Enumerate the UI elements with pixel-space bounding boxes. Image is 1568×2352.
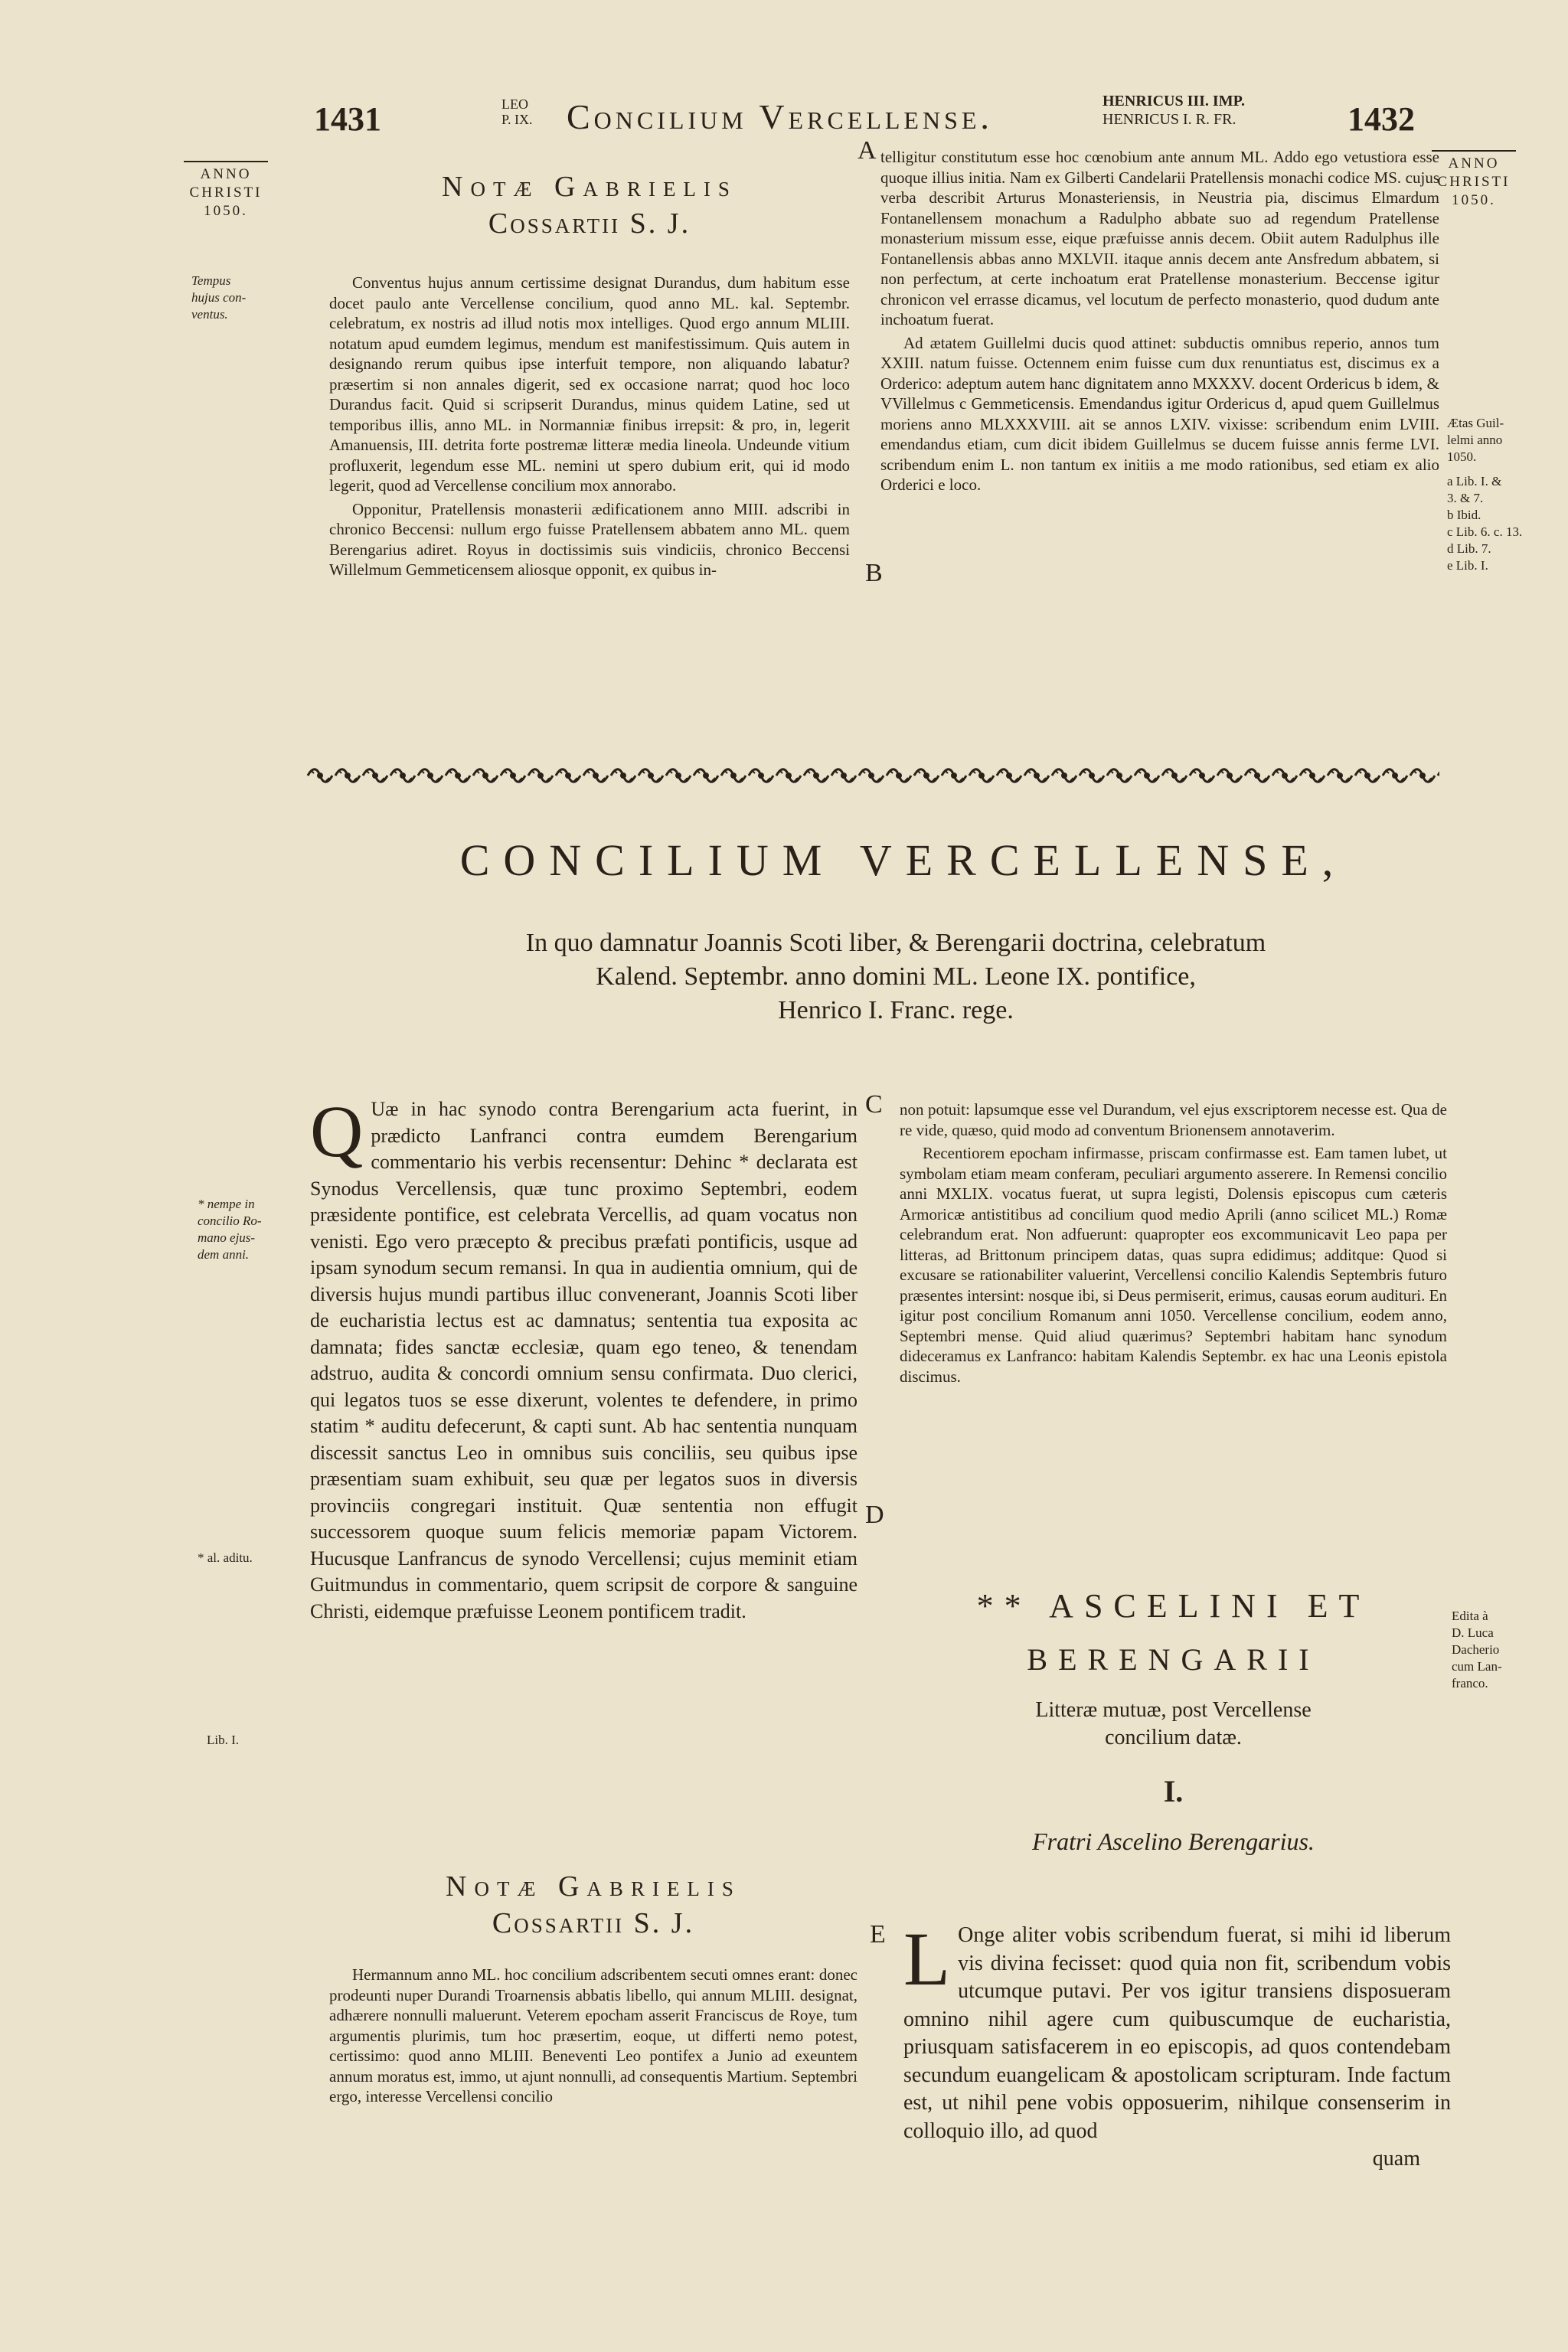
concilium-subtitle-line-2: Kalend. Septembr. anno domini ML. Leone IX. pontifice, — [596, 962, 1196, 991]
margin-anno-left: ANNO CHRISTI 1050. — [184, 161, 268, 220]
notae-top-col2-para-2: Ad ætatem Guillelmi ducis quod attinet: subductis omnibus reperio, annos tum XXIII. natum fuisse. Octennem enim fuisse cum dux renuntiatus est, discimus ex a Orderico: adeptum autem hanc dignitatem anno MXXXV. docent Ordericus b idem, & VVillelmus c Gemmeticensis. Emendandus igitur Ordericus d, apud quem Guillelmus moriens anno MLXXXVIII. ait se annos LXIV. vixisse: scribendum enim LVIII. emendandus etiam, cum dicit ibidem Guillelmus se ducem fuisse annis ferme LVI. scribendum enim L. non tantum ex initiis a me modo rationibus, sed etiam ex alio Orderici e loco. — [880, 333, 1439, 494]
letters-numeral: I. — [1163, 1774, 1184, 1808]
letter-text-column — [903, 1916, 1451, 2174]
main-right-para-2: Recentiorem epocham infirmasse, priscam confirmasse est. Eam tamen lubet, ut symbolam etiam meam conferam, peculiari argumento asserere. In Remensi concilio anni MXLIX. vocatus fuerat, ut supra legisti, Dolensis episcopus cum cæteris Armoricæ antistitibus ad concilium quod medio Aprili (anno scilicet ML.) Romæ celebrandum erat. Non adfuerunt: quapropter eos excommunicavit Leo papa per litteras, ad Brittonum principem datas, quas supra edidimus; additque: Quod si excusare se rationabiliter valuerint, Vercellensi concilio Kalendis Septembris futuro præsentes intersint: nosque ibi, si Deus permiserit, erimus, causas eorum audituri. En igitur post concilium Romanum anni 1050. Vercellense concilium, eodem anno, Septembri mense. Quid aliud quærimus? Septembri habitam hanc synodum dideceramus ex Lanfranco: habitam Kalendis Septembr. ex hac una Leonis epistola discimus. — [900, 1144, 1447, 1386]
concilium-subtitle-line-1: In quo damnatur Joannis Scoti liber, & Berengarii doctrina, celebratum — [525, 929, 1266, 957]
letters-heading-2: BERENGARII — [1027, 1642, 1320, 1677]
letter-text: Onge aliter vobis scribendum fuerat, si mihi id liberum vis divina fecisset: quod quia non fit, scribendum vobis utcumque putavi. Per vos igitur transiens disposueram omnino nihil agere cum quibuscumque de eucharistia, priusquam satisfacerem in eo episcopis, ad quos contendebam secundum euangelicam & apostolicam scripturam. Inde factum est, ut nihil pene vobis opposuerim, nihilque consenserim in colloquio illo, ad quod — [903, 1923, 1451, 2143]
running-head-rulers — [1102, 92, 1245, 129]
section-letter-c: C — [865, 1090, 883, 1119]
letters-heading-1: ** ASCELINI ET — [976, 1587, 1370, 1625]
margin-anno-right: ANNO CHRISTI 1050. — [1432, 150, 1516, 210]
margin-note-lib: Lib. I. — [207, 1733, 240, 1747]
notae-bottom-heading-2: Cossartii S. J. — [492, 1907, 695, 1939]
main-left-para: Uæ in hac synodo contra Berengarium acta fuerint, in prædicto Lanfranci contra eumdem Berengarium commentario his verbis recensentur: Dehinc * declarata est Synodus Vercellensis, quæ tunc proximo Septembri, eodem præsidente pontifice, est celebrata Vercellis, ad quam vocatus non venisti. Ego vero præcepto & precibus præfati pontificis, usque ad ipsam synodum secum remansi. In qua in audientia omnium, qui de diversis hujus mundi partibus illuc convenerant, Joannis Scoti liber de eucharistia lectus est ac damnatus; sententia tua exposita ac damnata; fides sanctæ ecclesiæ, quam ego teneo, & tenendam adstruo, audita & concordi omnium sensu confirmata. Duo clerici, qui legatos tuos se esse dixerunt, volentes te defendere, in primo statim * auditu defecerunt, & capti sunt. Ab hac sententia nunquam discessit sanctus Leo in omnibus suis conciliis, seu quibus ipse præsentiam suam exhibuit, seu quæ per legatos suos in diversis provinciis congregari instituit. Quæ sententia non effugit successorem quoque suum felicis memoriæ papam Victorem. Hucusque Lanfrancus de synodo Vercellensi; cujus meminit etiam Guitmundus in commentario, quem scripsit de corpore & sanguine Christi, eidemque præfuisse Leonem pontificem tradit. — [310, 1098, 858, 1622]
notae-bottom-heading-1: Notæ Gabrielis — [446, 1870, 741, 1903]
running-head-king: HENRICUS I. R. FR. — [1102, 111, 1236, 128]
margin-note-nempe: * nempe in concilio Ro- mano ejus- dem anni. — [198, 1197, 262, 1262]
page-number-left: 1431 — [314, 100, 381, 138]
main-right-column — [900, 1099, 1447, 1390]
letters-sub-1: Litteræ mutuæ, post Vercellense — [1035, 1698, 1312, 1722]
margin-note-aladitu: * al. aditu. — [198, 1550, 253, 1565]
catchword: quam — [1372, 2147, 1420, 2171]
main-left-column — [310, 1090, 858, 1625]
letters-address: Fratri Ascelino Berengarius. — [1032, 1828, 1315, 1855]
notae-top-para-1: Conventus hujus annum certissime designat Durandus, dum habitum esse docet paulo ante Vercellense concilium, quod anno ML. kal. Septembr. celebratum, ex nostris ad illud notis mox intelliges. Quod ergo annum MLIII. notatum apud eumdem legimus, mendum est manifestissimum. Quis autem in designando rerum quibus ipse interfuit tempore, non aliquando labatur? præsertim si non annales digerit, sed ex occasione narrat; quod hoc loco Durandus facit. Quid si scripserit Durandus, minus quidem Latine, sed ut temporibus illis, anno ML. in Normanniæ finibus irrepsit: & pro, in, legerit Amanuensis, III. detrita forte postremæ litteræ media lineola. Undeunde vitium profluxerit, legendum esse ML. nemini ut spero dubium erit, qui id modo legerit, quod ad Vercellense concilium mox annorabo. — [329, 273, 850, 495]
letter-dropcap-l: L — [903, 1916, 951, 2001]
running-head — [0, 90, 1568, 144]
margin-note-edita: Edita à D. Luca Dacherio cum Lan- franco. — [1452, 1609, 1502, 1690]
letters-section — [900, 1585, 1447, 1856]
section-letter-b: B — [865, 559, 883, 587]
running-head-emperor: HENRICUS III. IMP. — [1102, 93, 1245, 109]
notae-top-right-column — [880, 147, 1439, 498]
section-letter-e: E — [870, 1920, 886, 1949]
main-dropcap-q: Q — [310, 1090, 364, 1172]
notae-top-col2-para-1: telligitur constitutum esse hoc cœnobium ante annum ML. Addo ego vetustiora esse quoque illius initia. Nam ex Gilberti Candelarii Pratellensis monachi codice MS. cujus verba describit Arturus Monasteriensis, in Neustria pia, discimus Elmardum Fontanellensem monachum a Radulpho abbate suo ad regendum Pratellense monasterium missum esse, eique præfuisse annis decem. Obiit autem Radulphus ille Fontanellensis abbas anno MXLVII. itaque annis decem ante Ansfredum abbatem, si non perfectum, at certe inchoatum erat Pratellense monasterium. Beccense igitur chronicon vel errasse dicamus, vel locutum de perfecto monasterio, quod dudum ante inchoatum fuerat. — [880, 148, 1439, 328]
margin-note-tempus: Tempus hujus con- ventus. — [191, 273, 247, 322]
margin-note-aetas: Ætas Guil- lelmi anno 1050. — [1447, 416, 1504, 464]
concilium-subtitle — [322, 926, 1470, 1027]
concilium-subtitle-line-3: Henrico I. Franc. rege. — [778, 996, 1014, 1024]
notae-top-heading-1: Notæ Gabrielis — [442, 171, 737, 203]
notae-top-heading-2: Cossartii S. J. — [488, 207, 691, 240]
section-letter-a: A — [858, 136, 877, 165]
notae-bottom-column — [329, 1868, 858, 2110]
ornament-band — [306, 766, 1439, 786]
running-head-title: Concilium Vercellense. — [567, 97, 993, 136]
page-number-right: 1432 — [1348, 100, 1415, 138]
running-head-pope: LEO P. IX. — [501, 96, 533, 127]
main-right-para-1: non potuit: lapsumque esse vel Durandum, vel ejus exscriptorem necesse est. Qua de re vide, quæso, quid modo ad conventum Brionensem annotaverim. — [900, 1100, 1447, 1139]
notae-top-left-column — [329, 168, 850, 583]
letters-sub-2: concilium datæ. — [1105, 1726, 1242, 1749]
section-letter-d: D — [865, 1501, 884, 1529]
concilium-title: CONCILIUM VERCELLENSE, — [459, 835, 1348, 885]
notae-top-para-2: Opponitur, Pratellensis monasterii ædificationem anno MIII. adscribi in chronico Beccensi: nullum ergo fuisse Pratellensem abbatem anno ML. quem Berengarius adiret. Royus in doctissimis suis vindiciis, chronico Beccensi Willelmum Gemmeticensem aliosque opponit, ex quibus in- — [329, 499, 850, 579]
margin-note-refs: a Lib. I. & 3. & 7. b Ibid. c Lib. 6. c. 13. d Lib. 7. e Lib. I. — [1447, 474, 1523, 573]
notae-bottom-para: Hermannum anno ML. hoc concilium adscribentem secuti omnes erant: donec prodeunti nuper Durandi Troarnensis abbatis libello, qui annum MLIII. designat, adhærere nonnulli maluerunt. Veterem epocham asserit Franciscus de Roye, tum argumentis plurimis, tum hoc præsertim, eoque, ut differti nemo potest, certissimo: quod anno MLIII. Beneventi Leo pontifex a Junio ad exeuntem annum moratus est, immo, ut ajunt nonnulli, ad consequentis Martium. Septembri ergo, interesse Vercellensi concilio — [329, 1965, 858, 2105]
